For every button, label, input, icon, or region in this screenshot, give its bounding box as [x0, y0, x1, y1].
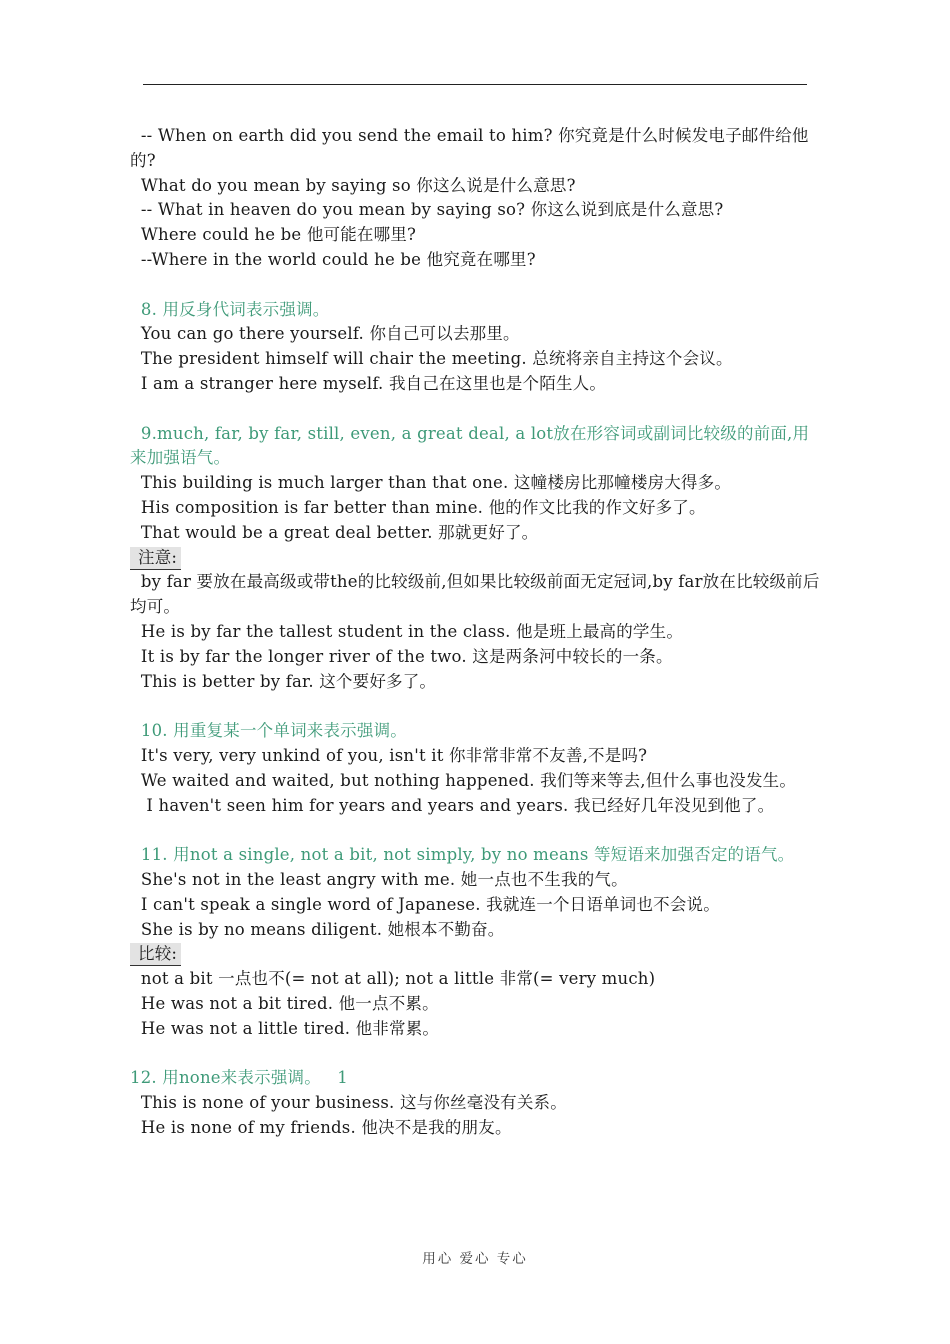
- page-footer: 用心 爱心 专心: [422, 1251, 528, 1267]
- blank-line: [130, 1041, 822, 1066]
- section-heading: 10. 用重复某一个单词来表示强调。: [130, 721, 407, 741]
- example-line: I haven't seen him for years and years and years. 我已经好几年没见到他了。: [130, 795, 775, 815]
- example-line: -- When on earth did you send the email to him? 你究竟是什么时候发电子邮件给他的?: [130, 126, 809, 170]
- section-heading: 11. 用not a single, not a bit, not simply, by no means 等短语来加强否定的语气。: [130, 845, 795, 865]
- blank-line: [130, 694, 822, 719]
- example-line: not a bit 一点也不(= not at all); not a little 非常(= very much): [130, 969, 656, 989]
- note-row: [130, 942, 822, 967]
- section-heading: 9.much, far, by far, still, even, a great deal, a lot放在形容词或副词比较级的前面,用来加强语气。: [130, 423, 810, 468]
- example-line: This building is much larger than that one. 这幢楼房比那幢楼房大得多。: [130, 473, 732, 493]
- example-line: He was not a bit tired. 他一点不累。: [130, 993, 439, 1013]
- section-heading: 12. 用none来表示强调。 1: [130, 1068, 348, 1088]
- example-line: The president himself will chair the meeting. 总统将亲自主持这个会议。: [130, 349, 733, 369]
- example-line: It is by far the longer river of the two. 这是两条河中较长的一条。: [130, 646, 673, 666]
- header-rule: [143, 84, 807, 85]
- example-line: This is better by far. 这个要好多了。: [130, 671, 437, 691]
- blank-line: [130, 818, 822, 843]
- note-label: 注意:: [130, 547, 181, 570]
- example-line: --Where in the world could he be 他究竟在哪里?: [130, 249, 536, 269]
- section-heading: 8. 用反身代词表示强调。: [130, 299, 330, 319]
- example-line: He is none of my friends. 他决不是我的朋友。: [130, 1117, 512, 1137]
- example-line: I can't speak a single word of Japanese. 我就连一个日语单词也不会说。: [130, 894, 720, 914]
- example-line: You can go there yourself. 你自己可以去那里。: [130, 324, 520, 344]
- example-line: -- What in heaven do you mean by saying so? 你这么说到底是什么意思?: [130, 200, 724, 220]
- document-body: [130, 124, 822, 1141]
- example-line: She is by no means diligent. 她根本不勤奋。: [130, 919, 505, 939]
- example-line: He was not a little tired. 他非常累。: [130, 1018, 440, 1038]
- example-line: by far 要放在最高级或带the的比较级前,但如果比较级前面无定冠词,by far放在比较级前后均可。: [130, 572, 820, 617]
- blank-line: [130, 273, 822, 298]
- note-label: 比较:: [130, 943, 181, 966]
- example-line: She's not in the least angry with me. 她一点也不生我的气。: [130, 869, 628, 889]
- example-line: This is none of your business. 这与你丝毫没有关系。: [130, 1093, 567, 1113]
- example-line: I am a stranger here myself. 我自己在这里也是个陌生人。: [130, 373, 607, 393]
- example-line: We waited and waited, but nothing happened. 我们等来等去,但什么事也没发生。: [130, 770, 797, 790]
- example-line: Where could he be 他可能在哪里?: [130, 225, 417, 245]
- blank-line: [130, 397, 822, 422]
- note-row: [130, 546, 822, 571]
- example-line: It's very, very unkind of you, isn't it 你非常非常不友善,不是吗?: [130, 745, 648, 765]
- example-line: What do you mean by saying so 你这么说是什么意思?: [130, 175, 576, 195]
- example-line: That would be a great deal better. 那就更好了。: [130, 522, 539, 542]
- example-line: He is by far the tallest student in the class. 他是班上最高的学生。: [130, 621, 684, 641]
- example-line: His composition is far better than mine. 他的作文比我的作文好多了。: [130, 497, 706, 517]
